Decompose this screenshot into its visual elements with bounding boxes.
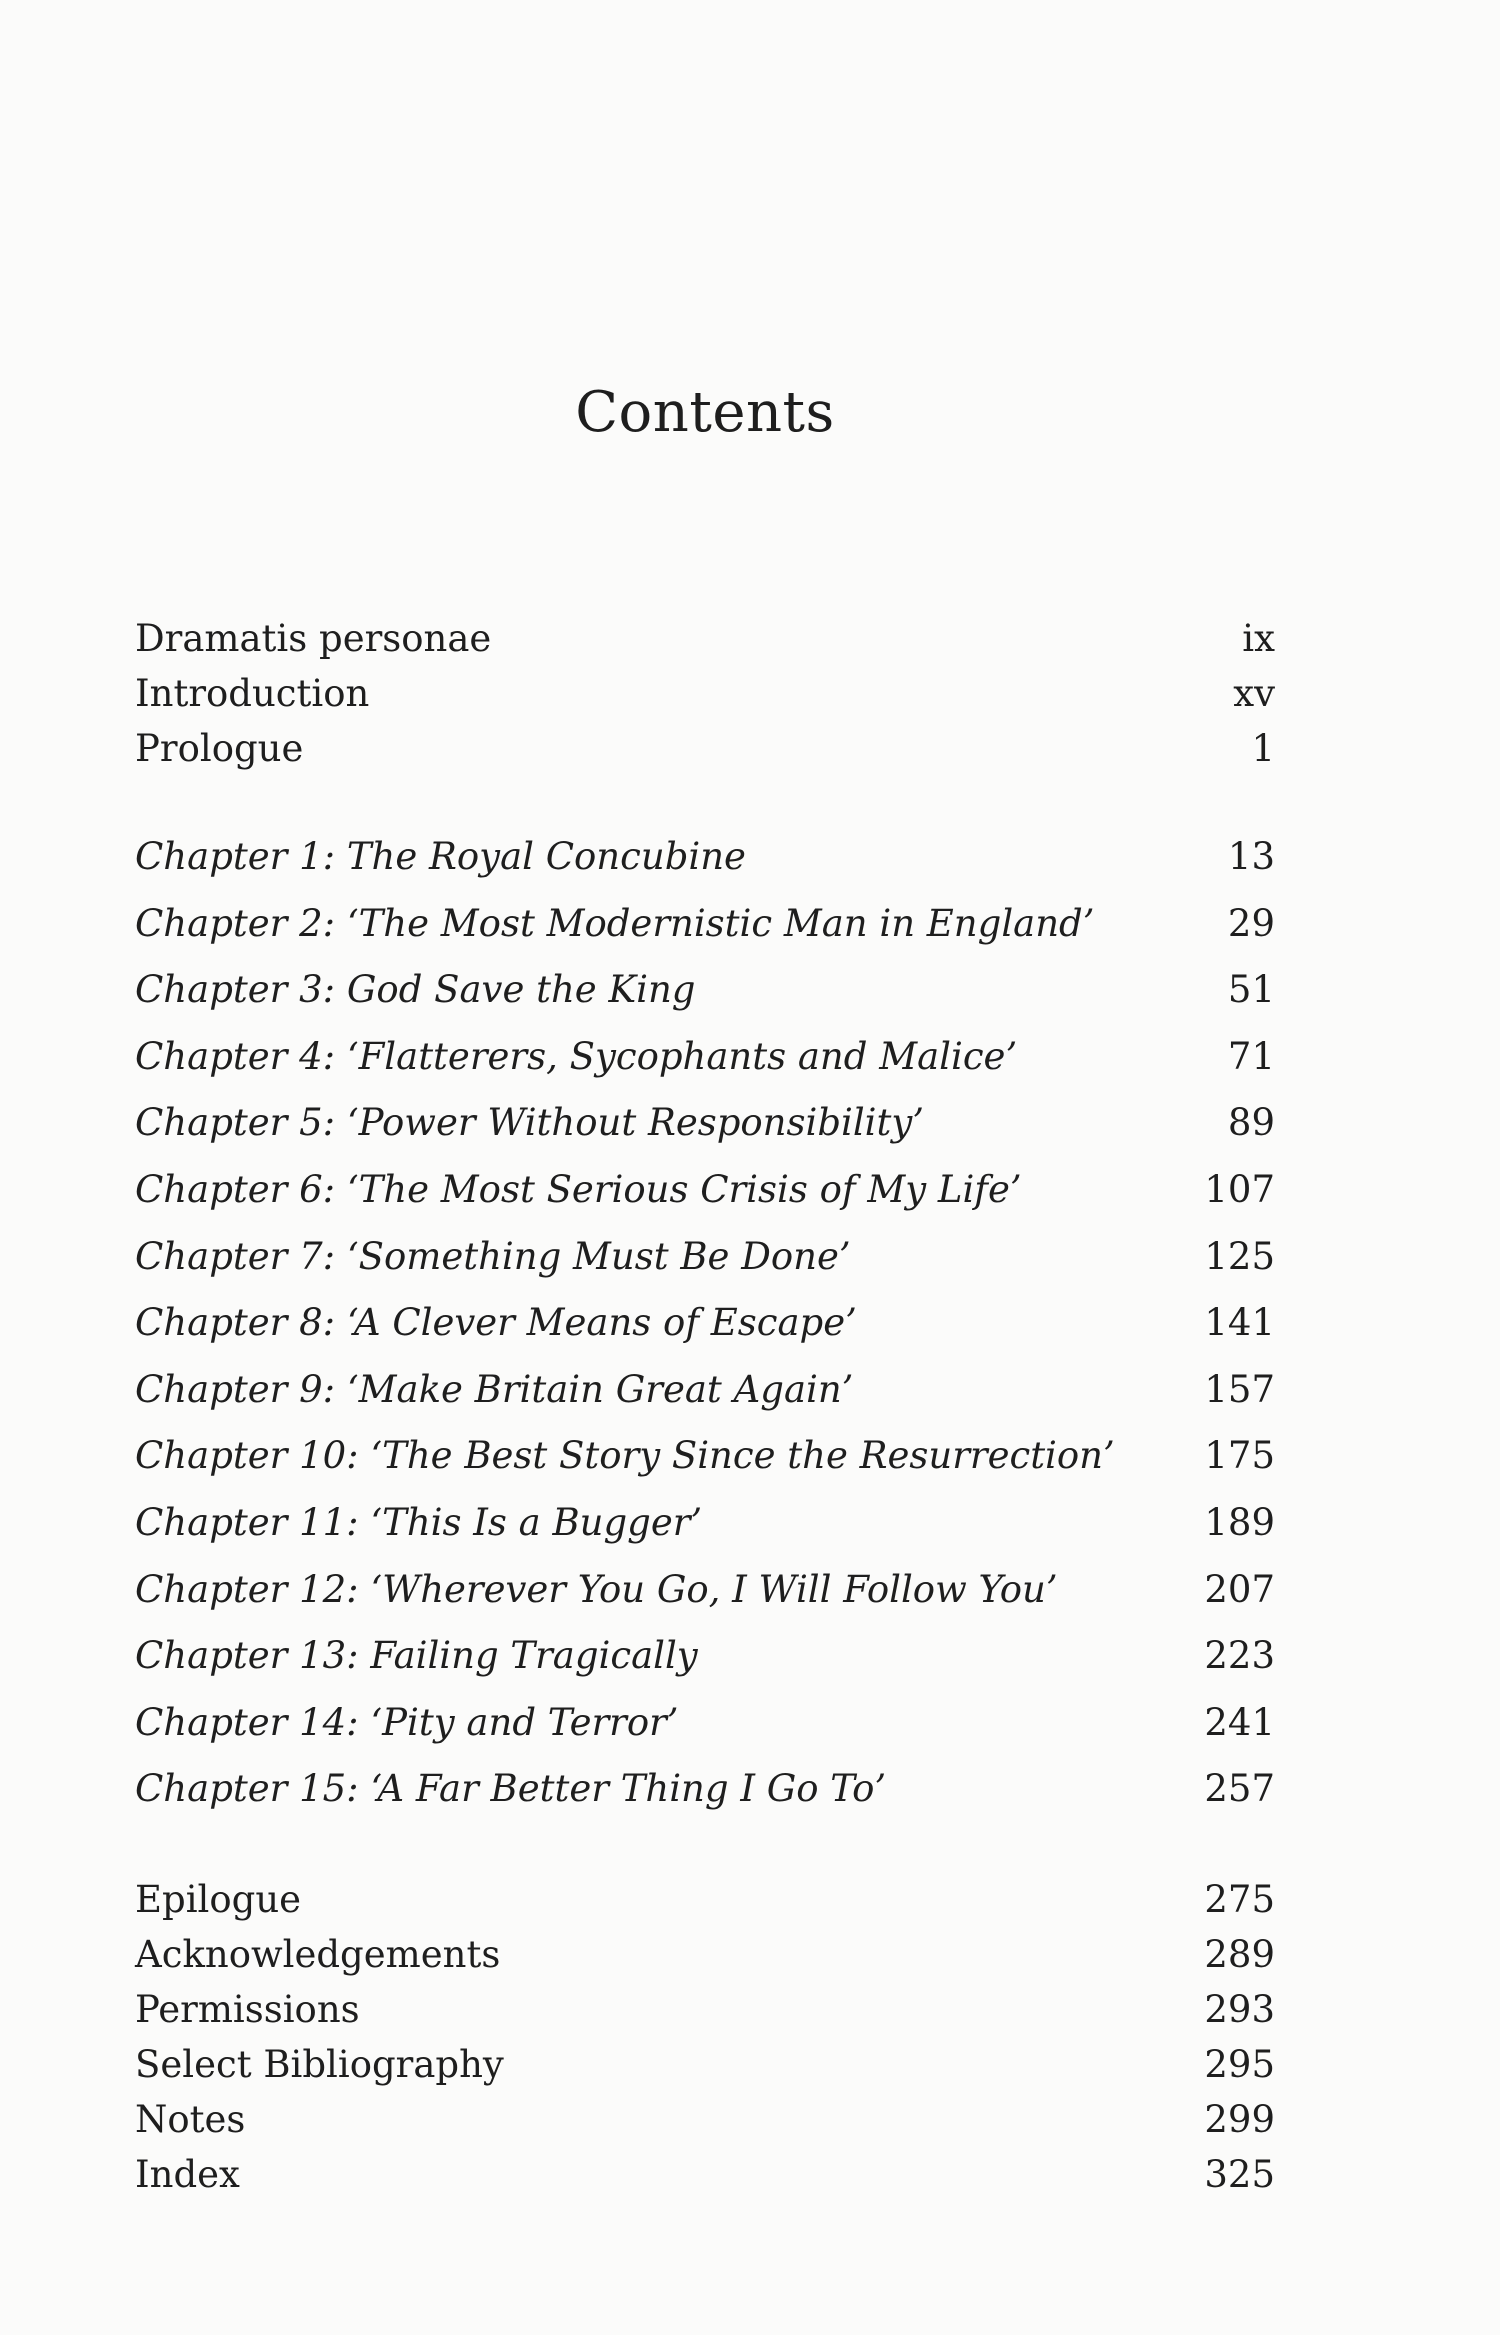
entry-title: Introduction: [135, 672, 370, 715]
chapter-page-number: 89: [1227, 1101, 1275, 1145]
chapter-title: Chapter 10: ‘The Best Story Since the Resurrection’: [135, 1434, 1115, 1478]
entry-page-number: 295: [1204, 2043, 1275, 2086]
entry-title: Prologue: [135, 727, 304, 770]
chapter-title: Chapter 9: ‘Make Britain Great Again’: [135, 1367, 854, 1411]
entry-page-number: ix: [1242, 617, 1275, 660]
toc-chapter-entry: [135, 835, 1275, 902]
toc-entry: [135, 2098, 1275, 2153]
chapter-list: [135, 835, 1275, 1834]
toc-chapter-entry: [135, 1701, 1275, 1768]
entry-page-number: 289: [1204, 1933, 1275, 1976]
entry-page-number: 299: [1204, 2098, 1275, 2141]
toc-entry: [135, 1988, 1275, 2043]
toc-entry: [135, 2043, 1275, 2098]
front-matter-list: [135, 617, 1275, 782]
chapter-page-number: 13: [1227, 835, 1275, 878]
entry-title: Acknowledgements: [135, 1933, 501, 1976]
page-title: Contents: [575, 380, 835, 445]
toc-entry: [135, 617, 1275, 672]
chapter-title: Chapter 2: ‘The Most Modernistic Man in England’: [135, 901, 1095, 945]
chapter-page-number: 125: [1204, 1234, 1275, 1278]
toc-entry: [135, 1933, 1275, 1988]
chapter-title: Chapter 4: ‘Flatterers, Sycophants and Malice’: [135, 1034, 1018, 1078]
toc-chapter-entry: [135, 1168, 1275, 1235]
toc-chapter-entry: [135, 1368, 1275, 1435]
chapter-title: Chapter 1: The Royal Concubine: [135, 835, 746, 878]
chapter-page-number: 207: [1204, 1567, 1275, 1611]
toc-chapter-entry: [135, 1101, 1275, 1168]
entry-title: Notes: [135, 2098, 246, 2141]
chapter-page-number: 107: [1204, 1167, 1275, 1211]
entry-title: Dramatis personae: [135, 617, 492, 660]
back-matter-list: [135, 1878, 1275, 2208]
chapter-title: Chapter 15: ‘A Far Better Thing I Go To’: [135, 1767, 887, 1811]
chapter-title: Chapter 12: ‘Wherever You Go, I Will Follow You’: [135, 1567, 1058, 1611]
toc-chapter-entry: [135, 1634, 1275, 1701]
chapter-title: Chapter 8: ‘A Clever Means of Escape’: [135, 1301, 857, 1345]
toc-chapter-entry: [135, 1568, 1275, 1635]
toc-chapter-entry: [135, 968, 1275, 1035]
chapter-title: Chapter 13: Failing Tragically: [135, 1634, 698, 1678]
chapter-page-number: 141: [1204, 1301, 1275, 1345]
chapter-page-number: 51: [1227, 968, 1275, 1012]
chapter-page-number: 29: [1227, 901, 1275, 945]
chapter-page-number: 189: [1204, 1500, 1275, 1544]
entry-page-number: 325: [1204, 2153, 1275, 2196]
chapter-title: Chapter 14: ‘Pity and Terror’: [135, 1700, 679, 1744]
entry-page-number: 275: [1204, 1878, 1275, 1921]
chapter-page-number: 157: [1204, 1367, 1275, 1411]
toc-entry: [135, 672, 1275, 727]
toc-chapter-entry: [135, 902, 1275, 969]
entry-title: Select Bibliography: [135, 2043, 504, 2086]
entry-title: Permissions: [135, 1988, 360, 2031]
toc-chapter-entry: [135, 1434, 1275, 1501]
chapter-page-number: 241: [1204, 1700, 1275, 1744]
entry-page-number: 293: [1204, 1988, 1275, 2031]
toc-chapter-entry: [135, 1501, 1275, 1568]
chapter-title: Chapter 3: God Save the King: [135, 968, 696, 1012]
toc-chapter-entry: [135, 1235, 1275, 1302]
toc-chapter-entry: [135, 1035, 1275, 1102]
entry-page-number: 1: [1251, 727, 1275, 770]
toc-entry: [135, 727, 1275, 782]
toc-chapter-entry: [135, 1767, 1275, 1834]
chapter-page-number: 175: [1204, 1434, 1275, 1478]
chapter-title: Chapter 7: ‘Something Must Be Done’: [135, 1234, 851, 1278]
chapter-title: Chapter 6: ‘The Most Serious Crisis of My Life’: [135, 1167, 1022, 1211]
entry-page-number: xv: [1233, 672, 1275, 715]
chapter-title: Chapter 11: ‘This Is a Bugger’: [135, 1500, 703, 1544]
entry-title: Epilogue: [135, 1878, 302, 1921]
entry-title: Index: [135, 2153, 240, 2196]
toc-entry: [135, 1878, 1275, 1933]
toc-chapter-entry: [135, 1301, 1275, 1368]
chapter-title: Chapter 5: ‘Power Without Responsibility’: [135, 1101, 925, 1145]
chapter-page-number: 223: [1204, 1634, 1275, 1678]
chapter-page-number: 257: [1204, 1767, 1275, 1811]
toc-entry: [135, 2153, 1275, 2208]
chapter-page-number: 71: [1227, 1034, 1275, 1078]
